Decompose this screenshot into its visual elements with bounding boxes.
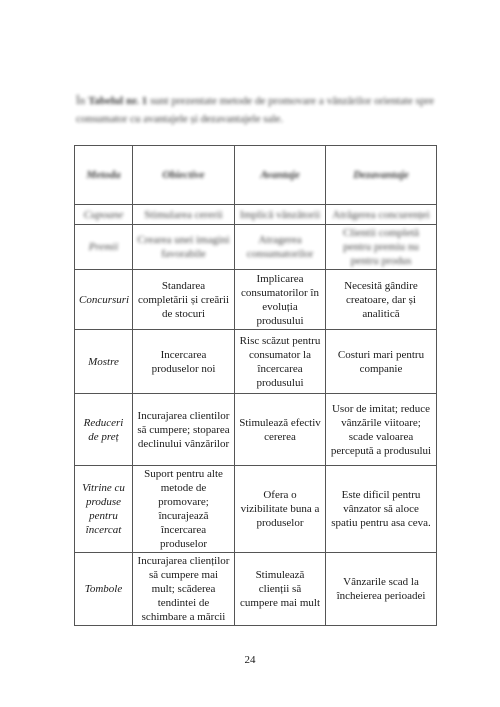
method-cell: Reduceri de preț	[75, 394, 133, 466]
objective-cell: Crearea unei imagini favorabile	[137, 234, 230, 260]
header-cell: Obiective	[133, 146, 235, 205]
table-row	[75, 330, 437, 394]
table-header-row	[75, 146, 437, 205]
objective-cell: Standarea completării și creării de stocuri	[133, 270, 235, 330]
advantage-cell: Risc scăzut pentru consumator la încercarea produsului	[235, 330, 326, 394]
objective-cell: Incercarea produselor noi	[133, 330, 235, 394]
disadvantage-cell: Clientii completă pentru premiu nu pentru produs	[342, 227, 420, 267]
intro-paragraph: În Tabelul nr. 1 sunt prezentate metode de promovare a vânzărilor orientate spre consumator cu avantajele și dezavantajele sale.	[76, 95, 434, 125]
advantage-cell: Stimulează efectiv cererea	[235, 394, 326, 466]
header-cell: Dezavantaje	[326, 146, 437, 205]
method-cell: Concursuri	[75, 270, 133, 330]
disadvantage-cell: Necesită gândire creatoare, dar și analitică	[326, 270, 437, 330]
page-number: 24	[244, 654, 256, 666]
table-row	[75, 270, 437, 330]
method-cell: Cupoane	[83, 208, 124, 221]
table-row	[75, 225, 437, 270]
table-row	[75, 553, 437, 626]
disadvantage-cell: Este dificil pentru vânzator să aloce spatiu pentru asa ceva.	[326, 466, 437, 553]
method-cell: Vitrine cu produse pentru încercat	[75, 466, 133, 553]
objective-cell: Incurajarea clienților să cumpere mai mult; scăderea tendintei de schimbare a mărcii	[133, 553, 235, 626]
table-row	[75, 205, 437, 225]
header-cell: Avantaje	[235, 146, 326, 205]
promotion-methods-table	[74, 145, 437, 626]
header-cell: Metoda	[75, 146, 133, 205]
disadvantage-cell: Atrăgerea concurenței	[332, 208, 430, 221]
objective-cell: Incurajarea clientilor să cumpere; stoparea declinului vânzărilor	[133, 394, 235, 466]
advantage-cell: Stimulează clienții să cumpere mai mult	[235, 553, 326, 626]
table-row	[75, 466, 437, 553]
advantage-cell: Ofera o vizibilitate buna a produselor	[235, 466, 326, 553]
method-cell: Tombole	[75, 553, 133, 626]
disadvantage-cell: Costuri mari pentru companie	[326, 330, 437, 394]
disadvantage-cell: Vânzarile scad la încheierea perioadei	[326, 553, 437, 626]
table-reference: Tabelul nr. 1	[88, 95, 148, 107]
disadvantage-cell: Usor de imitat; reduce vânzările viitoare; scade valoarea percepută a produsului	[326, 394, 437, 466]
advantage-cell: Implicarea consumatorilor în evoluția produsului	[235, 270, 326, 330]
objective-cell: Stimularea cererii	[144, 208, 223, 221]
objective-cell: Suport pentru alte metode de promovare; încurajează încercarea produselor	[133, 466, 235, 553]
advantage-cell: Atragerea consumatorilor	[246, 234, 314, 260]
method-cell: Premii	[88, 241, 119, 253]
table-row	[75, 394, 437, 466]
method-cell: Mostre	[75, 330, 133, 394]
advantage-cell: Implică vânzătorii	[239, 208, 321, 221]
